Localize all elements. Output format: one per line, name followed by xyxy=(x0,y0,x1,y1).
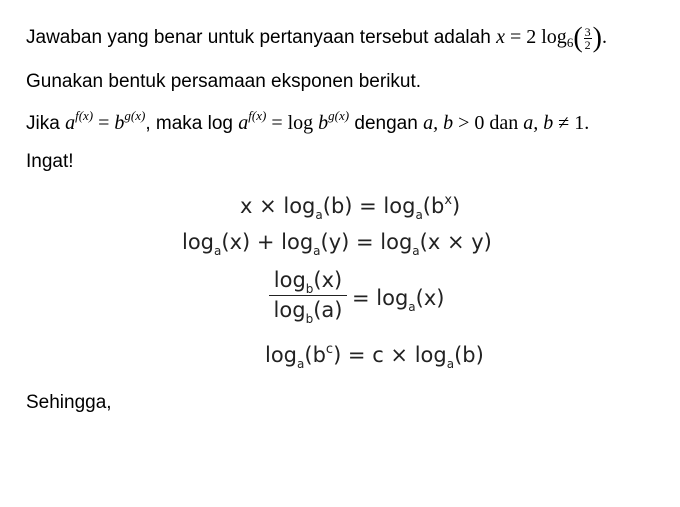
change-of-base-denominator: $\log_b(a)$ xyxy=(273,298,343,326)
answer-math: x = 2 $\log_6$( $\frac{3}{2}$ ). xyxy=(496,22,607,54)
answer-line xyxy=(26,22,607,54)
rule-line: Jika $a^{f(x)} = b^{g(x)}$, maka $\log a^{f(x)} = \log b^{g(x)}$ dengan a, b > 0 dan a, b ≠ 1. xyxy=(26,108,590,134)
rule-math: $a^{f(x)} = b^{g(x)}$ xyxy=(65,108,146,134)
formula-exponent-rule: $\log_a(b^c) = c \times \log_a(b)$ xyxy=(265,342,484,371)
instruction-line: Gunakan bentuk persamaan eksponen berikut. xyxy=(26,71,422,92)
answer-fraction: $\frac{3}{2}$ xyxy=(584,24,591,52)
reminder-label: Ingat! xyxy=(26,151,74,172)
formula-product-rule: $\log_a(x) + \log_a(y) = \log_a(x \times y)$ xyxy=(182,230,492,258)
change-of-base-result: = $\log_a(x)$ xyxy=(352,286,445,314)
conclusion-label: Sehingga, xyxy=(26,392,112,413)
answer-text: Jawaban yang benar untuk pertanyaan tersebut adalah xyxy=(26,27,491,48)
formula-power-rule: $x \times \log_a(b) = \log_a(b^x)$ xyxy=(240,193,461,222)
formula-change-of-base xyxy=(268,268,348,326)
change-of-base-numerator: $\log_b(x)$ xyxy=(273,268,343,296)
